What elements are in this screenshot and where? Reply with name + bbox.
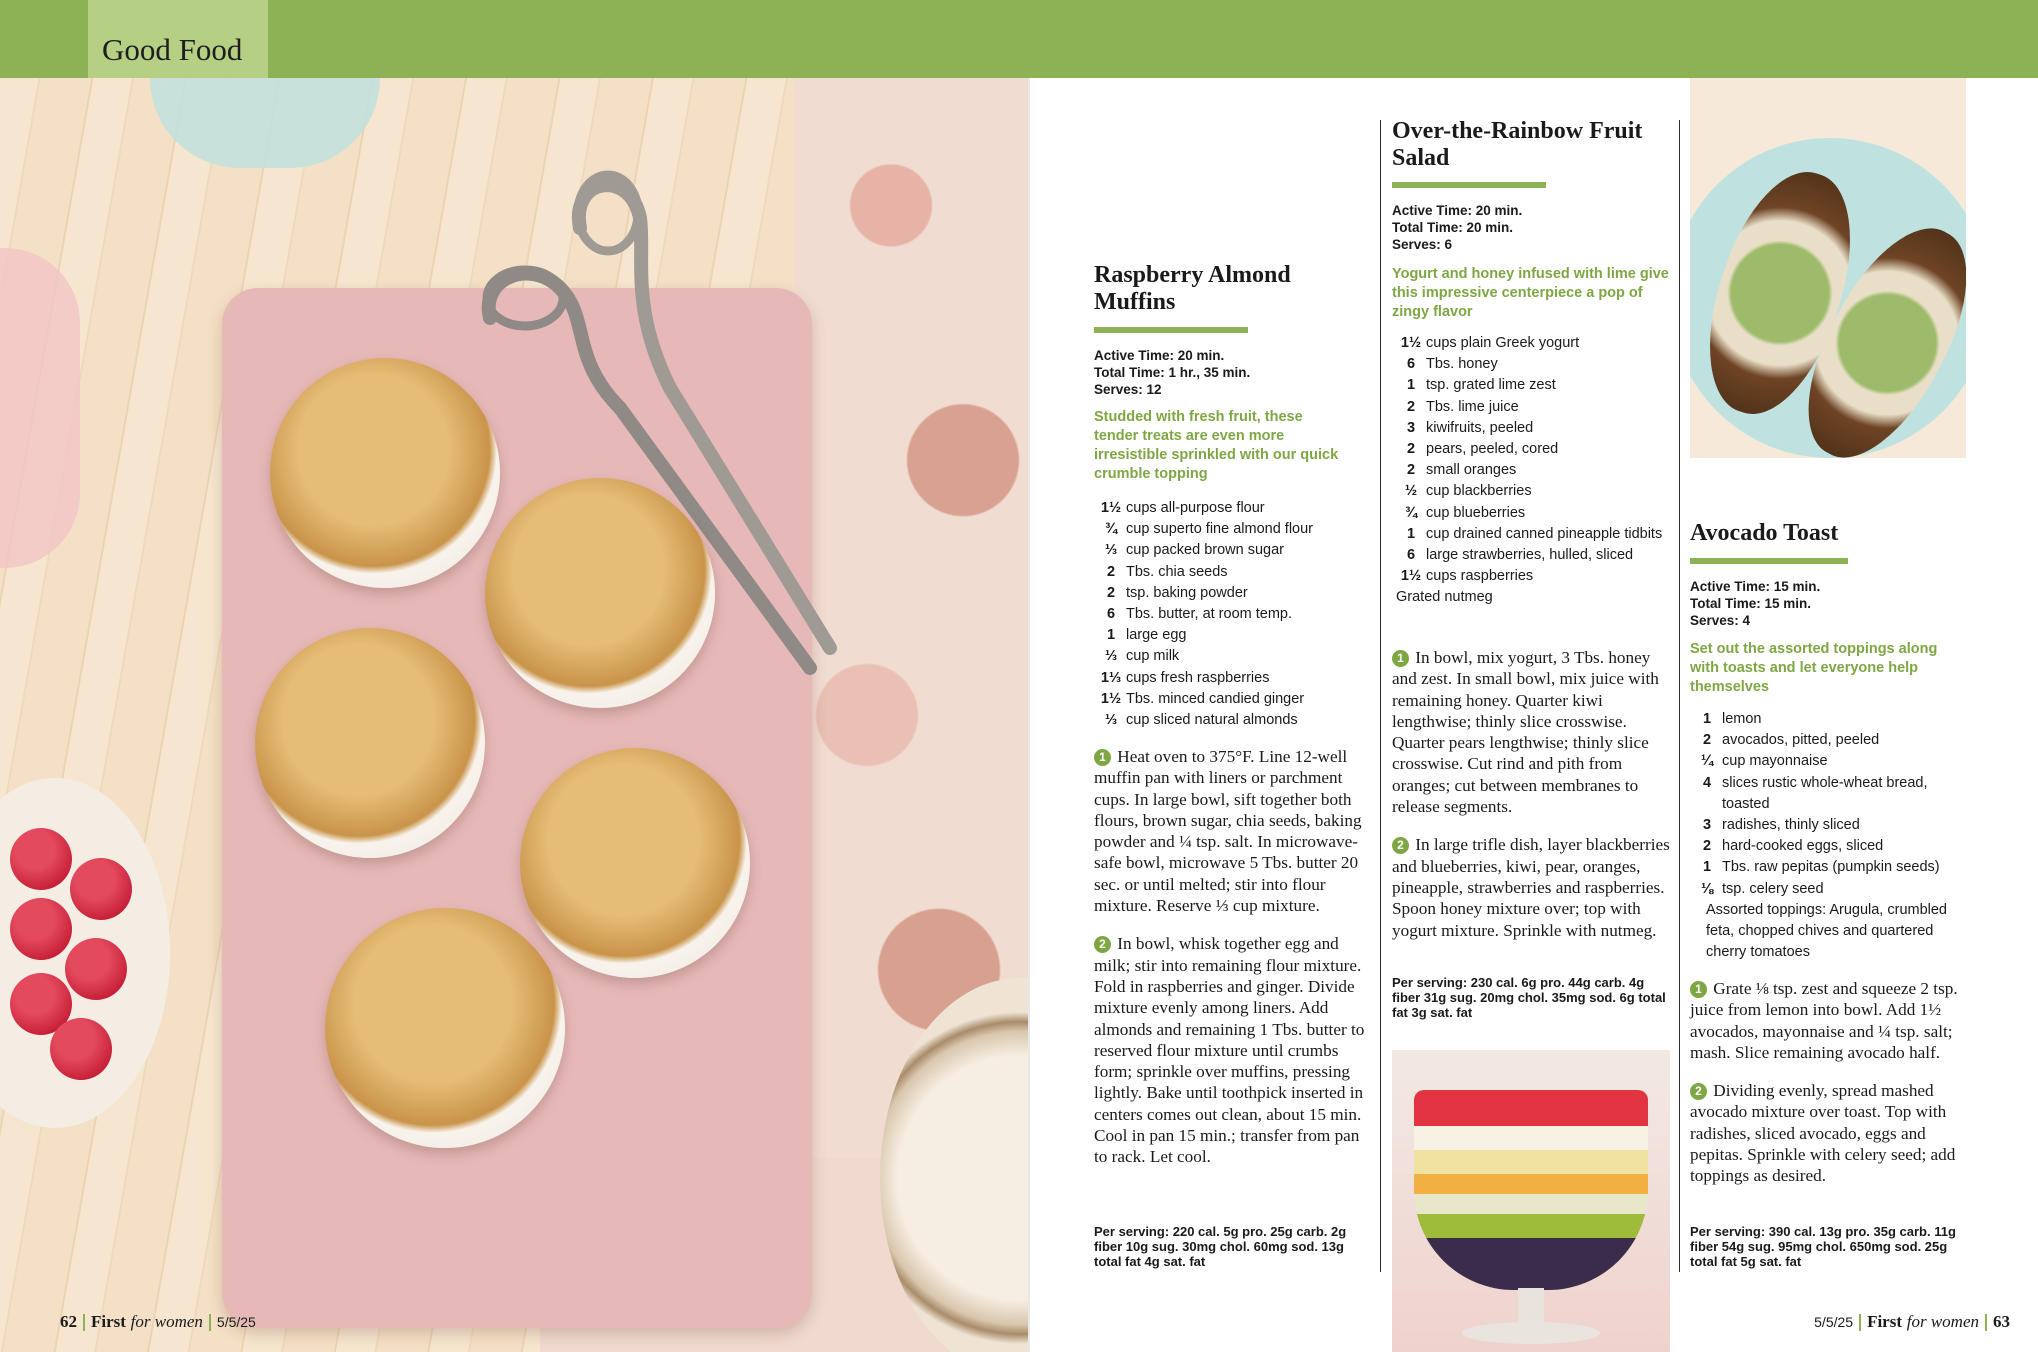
serves: Serves: 12 [1094, 382, 1162, 397]
ingredient-item [1396, 524, 1671, 545]
ingredient-item [1096, 562, 1371, 583]
step-text: Heat oven to 375°F. Line 12-well muffin pan with liners or parchment cups. In large bowl, sift together both flours, brown sugar, chia seeds, baking powder and ¼ tsp. salt. In microwave-safe bowl, microwave 5 Tbs. butter 20 sec. or until melted; stir into flour mixture. Reserve ⅓ cup mixture. [1094, 747, 1362, 916]
ingredient-qty: 1 [1702, 859, 1712, 876]
ingredient-text: small oranges [1426, 462, 1517, 479]
active-time: Active Time: 15 min. [1690, 579, 1821, 594]
title-rule [1690, 558, 1848, 564]
ingredient-item [1096, 604, 1371, 625]
avocado-toast-nutrition: Per serving: 390 cal. 13g pro. 35g carb. 11g fiber 54g sug. 95mg chol. 650mg sod. 25g total fat 5g sat. fat [1690, 1224, 1956, 1269]
ingredient-item [1396, 566, 1671, 587]
avocado-toast-times [1690, 578, 1820, 629]
ingredient-qty: 2 [1406, 462, 1416, 479]
ingredient-text: Tbs. butter, at room temp. [1126, 606, 1293, 623]
avocado-toast-title: Avocado Toast [1690, 520, 1839, 546]
page-gutter [1028, 78, 1030, 1352]
ingredient-text: large strawberries, hulled, sliced [1426, 547, 1634, 564]
step-text: In large trifle dish, layer blackberries and blueberries, kiwi, pear, oranges, pineapple, strawberries and raspberries. Spoon honey mixture over; top with yogurt mixture. Sprinkle with nutmeg. [1392, 835, 1670, 940]
fruit-salad-ingredients [1396, 333, 1671, 609]
ingredient-qty: 2 [1106, 563, 1116, 580]
avocado-toast-photo [1690, 78, 1966, 458]
ingredient-item [1692, 879, 1972, 900]
muffin [270, 358, 500, 588]
ingredient-text: cup superto fine almond flour [1126, 521, 1313, 538]
ingredient-qty: ⅓ [1104, 648, 1118, 665]
column-divider [1380, 120, 1381, 1272]
ingredient-item [1096, 583, 1371, 604]
muffins-title: Raspberry Almond Muffins [1094, 262, 1291, 315]
ingredient-qty: 3 [1702, 817, 1712, 834]
folio-divider [1985, 1314, 1987, 1331]
ingredient-item [1096, 668, 1371, 689]
ingredient-qty: 1½ [1100, 690, 1122, 707]
ingredient-qty: 1½ [1400, 335, 1422, 351]
total-time: Total Time: 1 hr., 35 min. [1094, 365, 1251, 380]
ingredient-qty: 1 [1702, 711, 1712, 727]
ingredient-item [1396, 397, 1671, 418]
ingredient-item [1396, 587, 1671, 608]
ingredient-qty: 2 [1702, 838, 1712, 855]
pink-glass [0, 248, 80, 568]
ingredient-item [1692, 709, 1972, 730]
ingredient-item [1396, 418, 1671, 439]
ingredient-item [1396, 354, 1671, 375]
muffin [255, 628, 485, 858]
active-time: Active Time: 20 min. [1094, 348, 1225, 363]
left-folio [60, 1312, 256, 1332]
column-divider [1679, 120, 1680, 1272]
muffins-photo [0, 78, 1030, 1352]
fruit-salad-steps [1392, 647, 1672, 958]
total-time: Total Time: 15 min. [1690, 596, 1812, 611]
ingredient-text: Tbs. minced candied ginger [1126, 690, 1305, 707]
step-number: 1 [1392, 650, 1409, 667]
ingredient-text: cup mayonnaise [1722, 753, 1828, 770]
ingredient-text: cups fresh raspberries [1126, 669, 1270, 686]
ingredient-text: tsp. baking powder [1126, 584, 1248, 601]
ingredient-item [1396, 481, 1671, 502]
step-text: Grate ⅛ tsp. zest and squeeze 2 tsp. juice from lemon into bowl. Add 1½ avocados, mayonnaise and ¼ tsp. salt; mash. Slice remaining avocado half. [1690, 979, 1958, 1062]
ingredient-text: cup packed brown sugar [1126, 542, 1284, 559]
ingredient-text: cups plain Greek yogurt [1426, 335, 1580, 351]
step-number: 2 [1094, 936, 1111, 953]
ingredient-item [1396, 375, 1671, 396]
ingredient-item [1396, 503, 1671, 524]
step-text: In bowl, mix yogurt, 3 Tbs. honey and zest. In small bowl, mix juice with remaining honey. Quarter kiwi lengthwise; thinly slice crosswise. Quarter pears lengthwise; thinly slice crosswise. Cut rind and pith from oranges; cut between membranes to release segments. [1392, 648, 1659, 817]
raspberry [10, 828, 72, 890]
raspberry [50, 1018, 112, 1080]
brand-name: First [91, 1312, 126, 1331]
ingredient-qty: 2 [1406, 398, 1416, 415]
muffins-steps [1094, 746, 1368, 1185]
muffins-times [1094, 347, 1250, 398]
ingredient-text: cup drained canned pineapple tidbits [1426, 525, 1663, 542]
ingredient-item [1096, 625, 1371, 646]
section-tab [88, 0, 268, 88]
step-1 [1392, 647, 1672, 817]
ingredient-qty: ⅓ [1104, 712, 1118, 729]
step-text: Dividing evenly, spread mashed avocado mixture over toast. Top with radishes, sliced avocado, eggs and pepitas. Sprinkle with celery seed; add toppings as desired. [1690, 1081, 1956, 1186]
serves: Serves: 4 [1690, 613, 1751, 628]
fruit-salad-title: Over-the-Rainbow Fruit Salad [1392, 118, 1643, 171]
ingredient-item [1096, 519, 1371, 540]
step-1 [1094, 746, 1368, 916]
ingredient-text: tsp. celery seed [1722, 880, 1824, 897]
brand-suffix: for women [130, 1312, 203, 1331]
ingredient-text: Grated nutmeg [1396, 589, 1493, 606]
trifle-bowl [1414, 1090, 1648, 1290]
ingredient-text: cup milk [1126, 648, 1180, 665]
ingredient-item [1396, 333, 1671, 354]
ingredient-item [1692, 815, 1972, 836]
ingredient-text: Tbs. raw pepitas (pumpkin seeds) [1722, 859, 1940, 876]
ingredient-qty: ¾ [1104, 521, 1118, 538]
ingredient-text: cups all-purpose flour [1126, 500, 1265, 516]
folio-divider [209, 1314, 211, 1331]
folio-divider [83, 1314, 85, 1331]
section-title: Good Food [102, 32, 243, 67]
ingredient-text: Tbs. honey [1426, 356, 1498, 373]
title-rule [1392, 182, 1546, 188]
ingredient-qty: 1 [1106, 627, 1116, 644]
active-time: Active Time: 20 min. [1392, 203, 1523, 218]
ingredient-item [1692, 836, 1972, 857]
ingredient-item [1096, 710, 1371, 731]
ingredient-text: pears, peeled, cored [1426, 441, 1559, 458]
ingredient-qty: 1 [1406, 525, 1416, 542]
ingredient-text: kiwifruits, peeled [1426, 419, 1534, 436]
ingredient-text: cup sliced natural almonds [1126, 712, 1298, 729]
title-rule [1094, 327, 1248, 333]
step-1 [1690, 978, 1975, 1063]
muffins-intro: Studded with fresh fruit, these tender treats are even more irresistible sprinkled with our quick crumble topping [1094, 409, 1339, 482]
raspberry [10, 898, 72, 960]
step-number: 1 [1690, 981, 1707, 998]
ingredient-item [1096, 540, 1371, 561]
total-time: Total Time: 20 min. [1392, 220, 1514, 235]
avocado-toast-steps [1690, 978, 1975, 1204]
fruit-salad-nutrition: Per serving: 230 cal. 6g pro. 44g carb. 4g fiber 31g sug. 20mg chol. 35mg sod. 6g total fat 3g sat. fat [1392, 975, 1666, 1020]
muffins-nutrition: Per serving: 220 cal. 5g pro. 25g carb. 2g fiber 10g sug. 30mg chol. 60mg sod. 13g total fat 4g sat. fat [1094, 1224, 1347, 1269]
issue-date: 5/5/25 [1814, 1314, 1854, 1330]
ingredient-text: cups raspberries [1426, 568, 1534, 585]
ingredient-qty: 1½ [1100, 500, 1122, 516]
ingredient-qty: 1 [1406, 377, 1416, 394]
ingredient-text: avocados, pitted, peeled [1722, 732, 1880, 749]
ingredient-text: cup blueberries [1426, 504, 1526, 521]
ingredient-item [1692, 751, 1972, 772]
page-number: 62 [60, 1312, 77, 1331]
muffin [325, 908, 565, 1148]
step-2 [1690, 1080, 1975, 1186]
ingredient-text: Tbs. chia seeds [1126, 563, 1228, 580]
ingredient-qty: ½ [1404, 483, 1418, 500]
step-text: In bowl, whisk together egg and milk; stir into remaining flour mixture. Fold in raspberries and ginger. Divide mixture evenly among liners. Add almonds and remaining 1 Tbs. butter to reserved flour mixture until crumbs form; sprinkle over muffins, pressing lightly. Bake until toothpick inserted in centers comes out clean, about 15 min. Cool in pan 15 min.; transfer from pan to rack. Let cool. [1094, 934, 1365, 1167]
step-2 [1094, 933, 1368, 1167]
ingredient-item [1692, 900, 1972, 964]
ingredient-qty: 2 [1406, 441, 1416, 458]
ingredient-qty: 1½ [1400, 568, 1422, 585]
trifle-foot [1462, 1322, 1600, 1344]
ingredient-qty: 3 [1406, 419, 1416, 436]
ingredient-qty: 1⅓ [1100, 669, 1122, 686]
ingredient-item [1096, 689, 1371, 710]
trifle-photo [1392, 1050, 1670, 1352]
ingredient-qty: 2 [1702, 732, 1712, 749]
serves: Serves: 6 [1392, 237, 1453, 252]
muffin [520, 748, 750, 978]
fruit-salad-intro: Yogurt and honey infused with lime give this impressive centerpiece a pop of zingy flavor [1392, 266, 1669, 320]
ingredient-text: Tbs. lime juice [1426, 398, 1519, 415]
ingredient-text: Assorted toppings: Arugula, crumbled feta, chopped chives and quartered cherry tomatoes [1706, 901, 1947, 961]
ingredient-item [1692, 773, 1972, 815]
fruit-salad-times [1392, 202, 1522, 253]
ingredient-text: radishes, thinly sliced [1722, 817, 1860, 834]
ingredient-qty: 6 [1406, 547, 1416, 564]
ingredient-qty: ¾ [1404, 504, 1418, 521]
ingredient-item [1396, 460, 1671, 481]
ingredient-item [1692, 730, 1972, 751]
ingredient-qty: 6 [1106, 606, 1116, 623]
brand-suffix: for women [1906, 1312, 1979, 1331]
muffins-ingredients [1096, 498, 1371, 731]
ingredient-qty: ¼ [1700, 753, 1714, 770]
ingredient-text: tsp. grated lime zest [1426, 377, 1556, 394]
ingredient-qty: ⅓ [1104, 542, 1118, 559]
ingredient-item [1692, 857, 1972, 878]
step-number: 1 [1094, 749, 1111, 766]
avocado-toast-ingredients [1692, 709, 1972, 963]
brand-name: First [1867, 1312, 1903, 1331]
ingredient-text: large egg [1126, 627, 1187, 644]
step-number: 2 [1392, 837, 1409, 854]
avocado-toast-intro: Set out the assorted toppings along with toasts and let everyone help themselves [1690, 641, 1938, 695]
issue-date: 5/5/25 [216, 1314, 256, 1330]
ingredient-qty: 4 [1702, 774, 1712, 791]
step-number: 2 [1690, 1083, 1707, 1100]
raspberry [70, 858, 132, 920]
step-2 [1392, 834, 1672, 940]
page-number: 63 [1993, 1312, 2010, 1331]
ingredient-text: cup blackberries [1426, 483, 1532, 500]
ingredient-item [1096, 498, 1371, 519]
muffin [485, 478, 715, 708]
ingredient-qty: 2 [1106, 584, 1116, 601]
raspberry [65, 938, 127, 1000]
ingredient-text: lemon [1722, 711, 1762, 727]
ingredient-text: hard-cooked eggs, sliced [1722, 838, 1884, 855]
folio-divider [1859, 1314, 1861, 1331]
header-band [0, 0, 2038, 78]
ingredient-text: slices rustic whole-wheat bread, toasted [1722, 774, 1928, 812]
ingredient-item [1096, 646, 1371, 667]
ingredient-item [1396, 545, 1671, 566]
ingredient-qty: 6 [1406, 356, 1416, 373]
right-folio [1814, 1312, 2010, 1332]
ingredient-item [1396, 439, 1671, 460]
ingredient-qty: ⅛ [1700, 880, 1714, 897]
